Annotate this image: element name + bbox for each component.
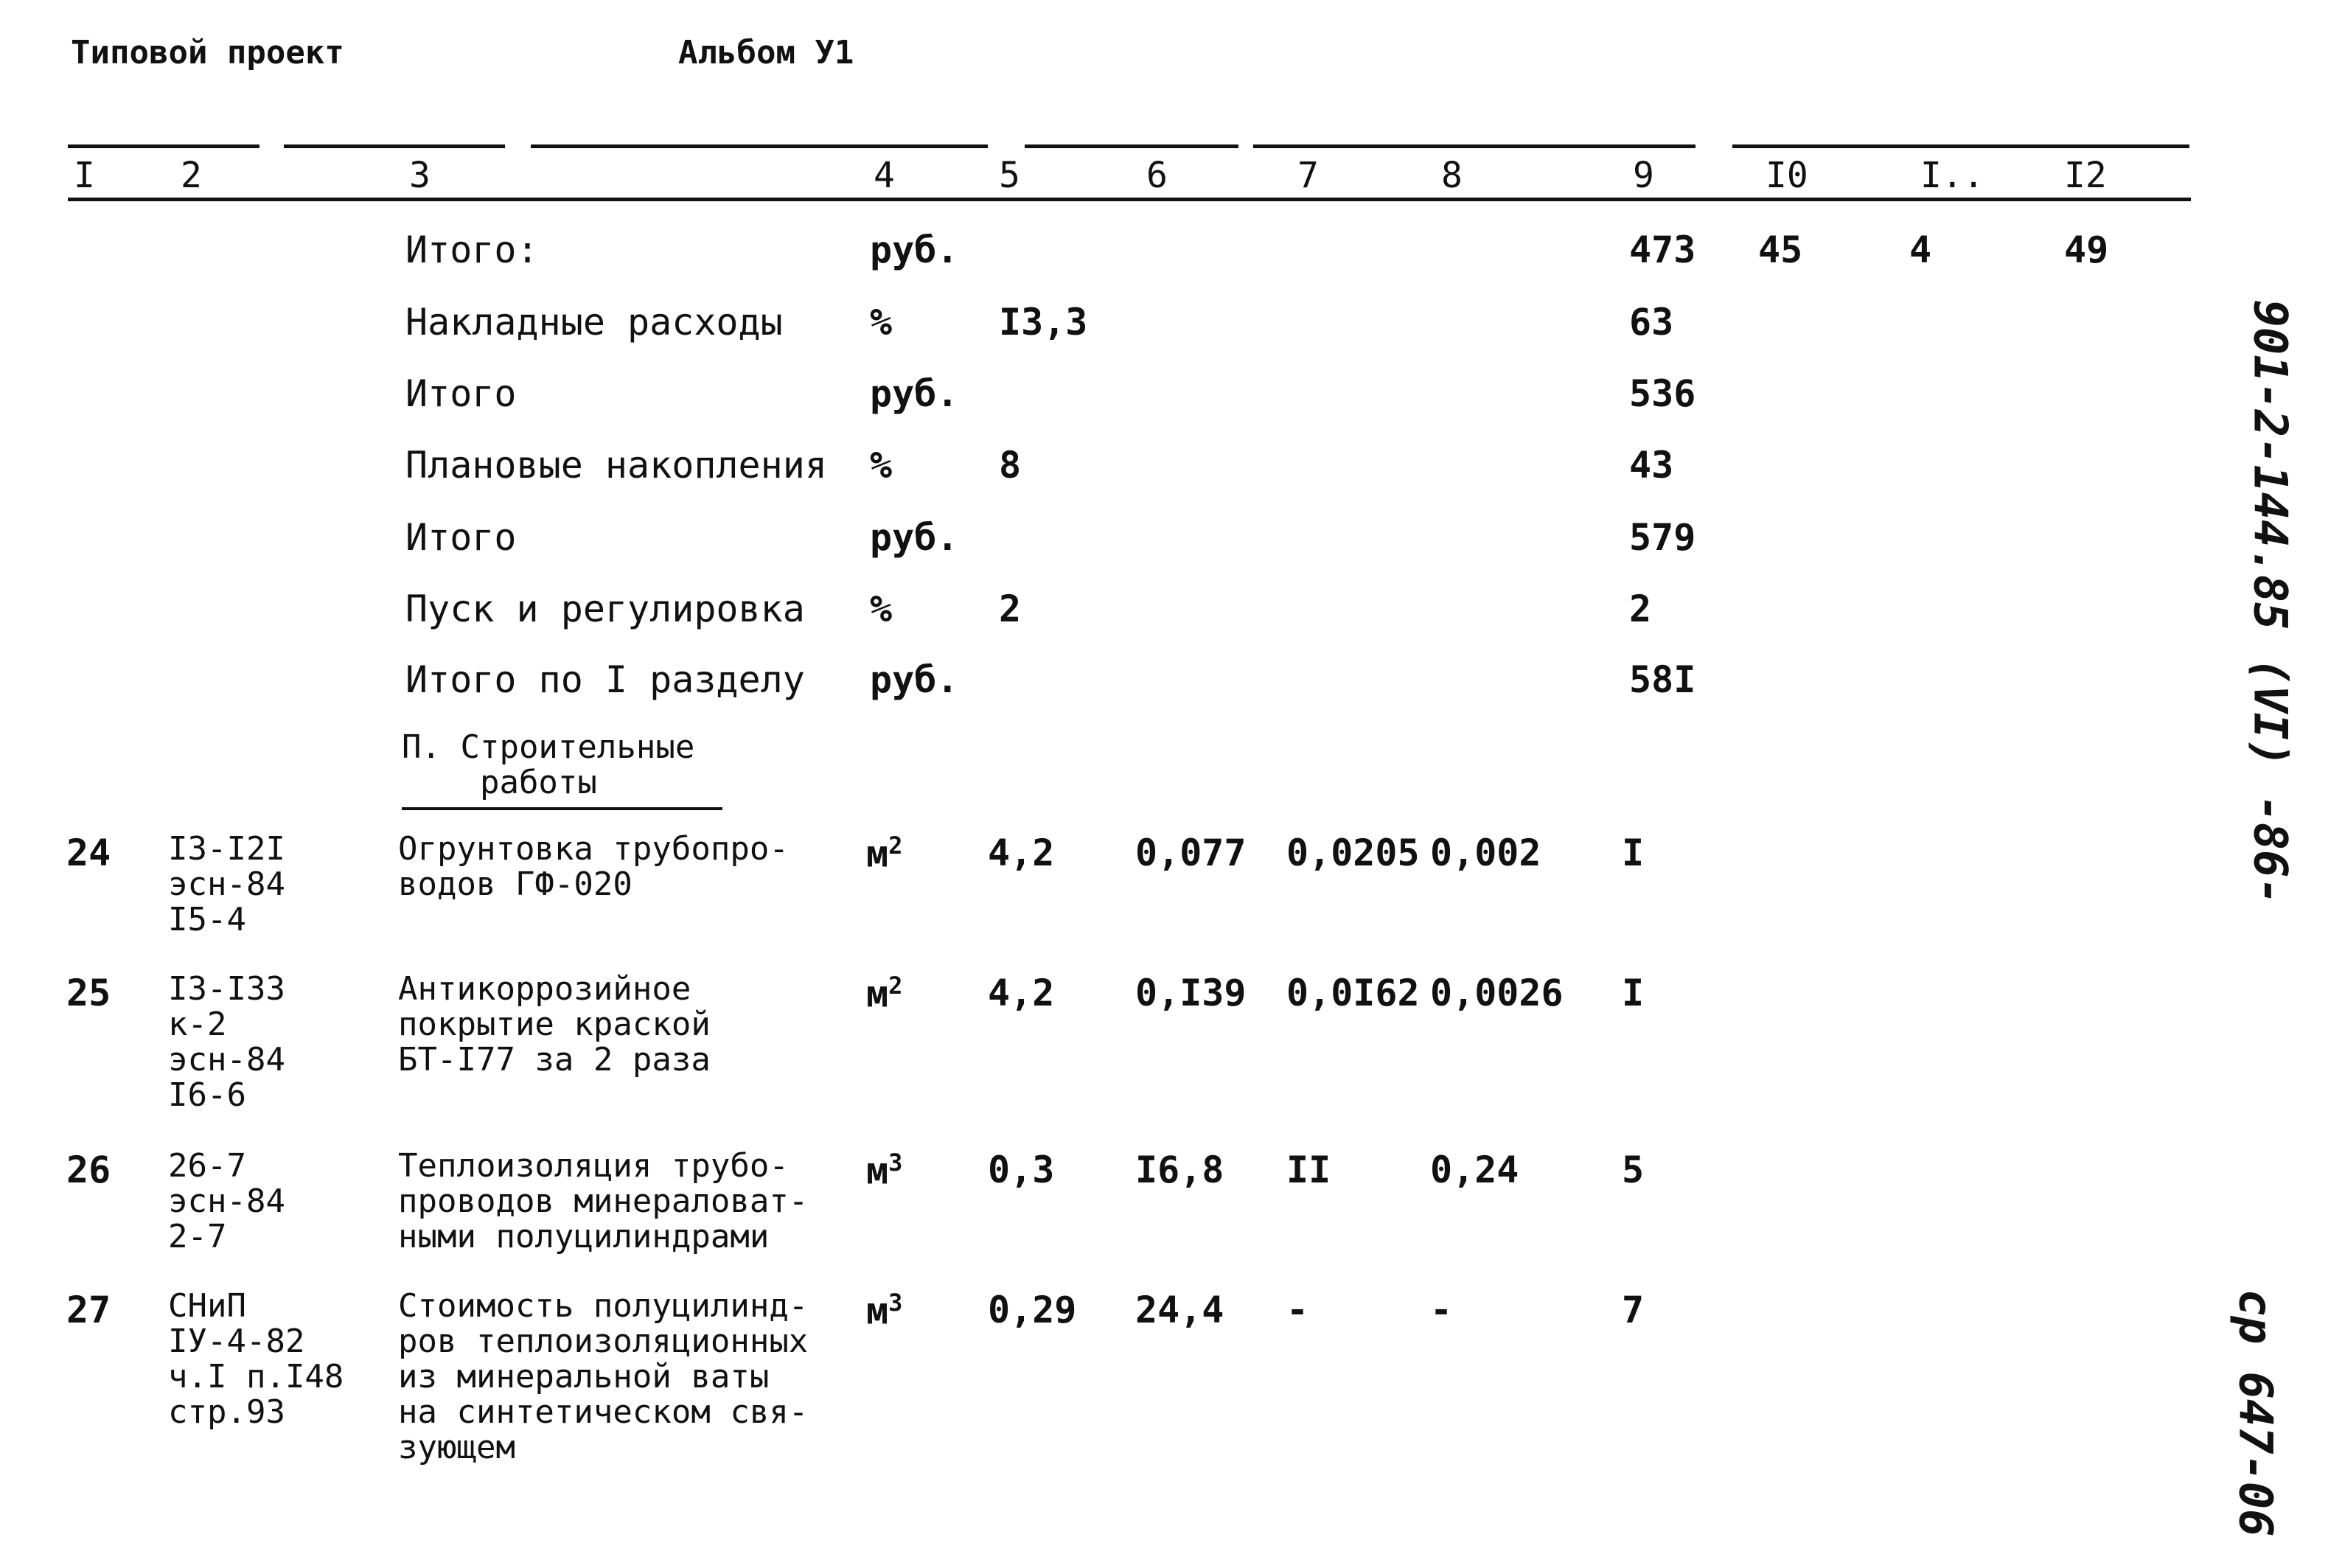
row-unit: руб. bbox=[870, 658, 959, 701]
item-number: 24 bbox=[66, 832, 111, 874]
row-rate: 2 bbox=[999, 588, 1022, 630]
item-unit-base: м bbox=[866, 1149, 889, 1193]
item-number: 27 bbox=[66, 1289, 111, 1331]
column-number: 6 bbox=[1146, 155, 1168, 196]
top-rule-3 bbox=[531, 144, 988, 148]
column-number: 7 bbox=[1297, 155, 1319, 196]
top-rule-5 bbox=[1253, 144, 1695, 148]
row-unit: % bbox=[870, 588, 893, 630]
side-note-top: 901-2-144.85 (VI) -86- bbox=[2243, 299, 2298, 905]
row-rate: 8 bbox=[999, 444, 1022, 487]
row-name: Плановые накопления bbox=[405, 444, 827, 487]
item-col7: 0,0I62 bbox=[1286, 972, 1420, 1014]
item-number: 25 bbox=[66, 972, 111, 1014]
item-unit bbox=[866, 1289, 902, 1333]
row-unit: руб. bbox=[870, 229, 959, 271]
row-total: 58I bbox=[1629, 658, 1696, 701]
item-unit-exponent: 2 bbox=[888, 972, 903, 1000]
column-number: 4 bbox=[874, 155, 895, 196]
item-unit-base: м bbox=[866, 832, 889, 876]
row-total: 43 bbox=[1629, 444, 1674, 487]
row-total: 2 bbox=[1629, 588, 1652, 630]
item-col7: 0,0205 bbox=[1286, 832, 1420, 874]
row-col10: 45 bbox=[1758, 229, 1803, 271]
row-col12: 49 bbox=[2064, 229, 2109, 271]
item-description: Стоимость полуцилинд- ров теплоизоляционных из минеральной ваты на синтетическом свя- зующем bbox=[398, 1287, 809, 1466]
row-total: 536 bbox=[1629, 372, 1696, 415]
item-col7: II bbox=[1286, 1149, 1331, 1191]
header-bottom-rule bbox=[68, 198, 2191, 201]
item-code: СНиП IУ-4-82 ч.I п.I48 стр.93 bbox=[168, 1287, 344, 1431]
row-total: 473 bbox=[1629, 229, 1696, 271]
top-rule-4 bbox=[1025, 144, 1238, 148]
item-unit-exponent: 3 bbox=[888, 1149, 903, 1177]
item-code: I3-I33 к-2 эсн-84 I6-6 bbox=[168, 970, 285, 1114]
item-unit bbox=[866, 1149, 902, 1193]
column-number: I2 bbox=[2064, 155, 2107, 196]
column-number: I bbox=[74, 155, 95, 196]
item-total: 5 bbox=[1622, 1149, 1645, 1191]
row-unit: % bbox=[870, 301, 893, 344]
item-unit bbox=[866, 832, 902, 876]
top-rule-1 bbox=[68, 144, 259, 148]
row-name: Пуск и регулировка bbox=[405, 588, 805, 630]
item-description: Огрунтовка трубопро- водов ГФ-020 bbox=[398, 830, 789, 903]
album-label: Альбом У1 bbox=[678, 34, 854, 72]
column-number: 5 bbox=[999, 155, 1020, 196]
item-description: Антикоррозийное покрытие краской БТ-I77 за 2 раза bbox=[398, 970, 711, 1079]
row-name: Итого по I разделу bbox=[405, 658, 805, 701]
item-quantity: 4,2 bbox=[988, 972, 1055, 1014]
item-unit-base: м bbox=[866, 1289, 889, 1333]
column-number: 3 bbox=[409, 155, 431, 196]
item-col8: 0,0026 bbox=[1430, 972, 1564, 1014]
row-name: Накладные расходы bbox=[405, 301, 783, 344]
item-quantity: 0,29 bbox=[988, 1289, 1077, 1331]
item-col6: 0,077 bbox=[1135, 832, 1247, 874]
column-number: 8 bbox=[1441, 155, 1463, 196]
top-rule-2 bbox=[284, 144, 505, 148]
column-number: 9 bbox=[1633, 155, 1654, 196]
row-total: 63 bbox=[1629, 301, 1674, 344]
doc-type-label: Типовой проект bbox=[71, 34, 344, 72]
item-col6: 24,4 bbox=[1135, 1289, 1224, 1331]
row-rate: I3,3 bbox=[999, 301, 1088, 344]
item-col7: - bbox=[1286, 1289, 1309, 1331]
item-unit-exponent: 2 bbox=[888, 832, 903, 860]
item-col8: 0,002 bbox=[1430, 832, 1541, 874]
item-quantity: 4,2 bbox=[988, 832, 1055, 874]
item-total: I bbox=[1622, 972, 1645, 1014]
item-unit bbox=[866, 972, 902, 1016]
top-rule-6 bbox=[1732, 144, 2189, 148]
item-code: I3-I2I эсн-84 I5-4 bbox=[168, 830, 285, 938]
side-note-bottom: ср 647-06 bbox=[2228, 1289, 2283, 1537]
item-col6: I6,8 bbox=[1135, 1149, 1224, 1191]
column-number: 2 bbox=[181, 155, 202, 196]
row-col11: 4 bbox=[1909, 229, 1932, 271]
item-unit-base: м bbox=[866, 972, 889, 1016]
item-total: 7 bbox=[1622, 1289, 1645, 1331]
row-unit: руб. bbox=[870, 516, 959, 559]
item-quantity: 0,3 bbox=[988, 1149, 1055, 1191]
row-total: 579 bbox=[1629, 516, 1696, 559]
row-name: Итого bbox=[405, 372, 517, 415]
section-title-text: П. Строительные работы bbox=[402, 728, 695, 801]
item-code: 26-7 эсн-84 2-7 bbox=[168, 1147, 285, 1255]
row-unit: руб. bbox=[870, 372, 959, 415]
item-col6: 0,I39 bbox=[1135, 972, 1247, 1014]
row-unit: % bbox=[870, 444, 893, 487]
column-number: I0 bbox=[1766, 155, 1808, 196]
item-number: 26 bbox=[66, 1149, 111, 1191]
section-title-underline bbox=[402, 807, 722, 810]
item-total: I bbox=[1622, 832, 1645, 874]
item-col8: 0,24 bbox=[1430, 1149, 1519, 1191]
item-description: Теплоизоляция трубо- проводов минераловат- ными полуцилиндрами bbox=[398, 1147, 809, 1255]
item-col8: - bbox=[1430, 1289, 1453, 1331]
column-number: I.. bbox=[1920, 155, 1984, 196]
row-name: Итого: bbox=[405, 229, 539, 271]
row-name: Итого bbox=[405, 516, 517, 559]
item-unit-exponent: 3 bbox=[888, 1289, 903, 1317]
